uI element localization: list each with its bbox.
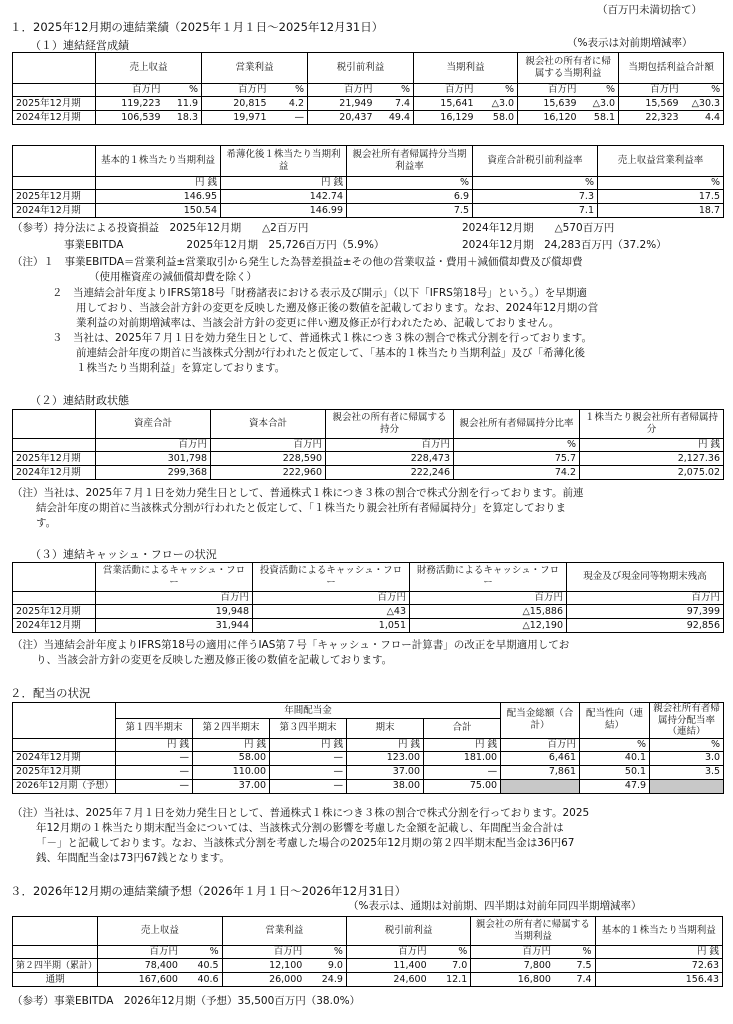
value-cell: 40.1 (580, 751, 650, 765)
value-cell: 19,948 (96, 605, 253, 619)
col-header: 親会社の所有者に帰属する当期利益 (471, 917, 595, 946)
col-header: 資産合計税引前利益率 (473, 146, 598, 177)
unit-cell: 百万円 (346, 946, 429, 959)
unit-cell: 円 銭 (424, 738, 501, 751)
value-cell: 40.6 (181, 973, 222, 987)
corner-cell (13, 53, 96, 84)
value-cell: 16,129 (414, 111, 477, 125)
section1-sub3: （３）連結キャッシュ・フローの状況 (30, 548, 217, 561)
unit-cell: 百万円 (501, 738, 580, 751)
value-cell: 146.95 (96, 190, 221, 204)
value-cell: 20,815 (202, 97, 270, 111)
col-header: 売上収益 (96, 53, 202, 84)
note-line: １株当たり当期利益」を算定しております。 (76, 362, 286, 374)
col-header: 希薄化後１株当たり当期利益 (221, 146, 347, 177)
unit-cell: 百万円 (414, 84, 477, 97)
table-row (13, 111, 724, 125)
unit-cell: 百万円 (98, 946, 181, 959)
value-cell: 156.43 (595, 973, 722, 987)
row-label: 2024年12月期 (13, 111, 96, 125)
value-cell: △3.0 (580, 97, 619, 111)
unit-cell: 円 銭 (221, 177, 347, 190)
unit-cell: 円 銭 (595, 946, 722, 959)
reference-ebitda-prev: 2024年12月期 24,283百万円（37.2%） (462, 239, 667, 251)
col-header: 親会社の所有者に帰属する持分 (326, 410, 454, 439)
col-header: 税引前利益 (308, 53, 414, 84)
table-row (13, 751, 724, 765)
value-cell: 7,800 (471, 959, 554, 973)
col-header: 合計 (424, 719, 501, 738)
col-header: 当期利益 (414, 53, 518, 84)
row-label: 2024年12月期 (13, 751, 116, 765)
value-cell: 7.3 (473, 190, 598, 204)
table-row (13, 97, 724, 111)
value-cell: 222,960 (211, 466, 326, 480)
col-header: 現金及び現金同等物期末残高 (567, 563, 724, 592)
value-cell: 58.1 (580, 111, 619, 125)
row-label: 第２四半期（累計） (13, 959, 98, 973)
value-cell: 1,051 (253, 619, 410, 633)
value-cell: 19,971 (202, 111, 270, 125)
note-line: 業利益の対前期増減率は、当該会計方針の変更に伴い遡及修正が行われたため、記載しておりません。 (76, 317, 560, 329)
value-cell: 49.4 (376, 111, 414, 125)
value-cell: 228,590 (211, 452, 326, 466)
unit-cell: 百万円 (253, 592, 410, 605)
value-cell: 20,437 (308, 111, 376, 125)
unit-cell: 円 銭 (347, 738, 424, 751)
value-cell: 17.5 (598, 190, 724, 204)
value-cell: 119,223 (96, 97, 164, 111)
value-cell: 4.4 (682, 111, 724, 125)
note-line: （注）１ 事業EBITDA＝営業利益±営業取引から発生した為替差損益±その他の営業収益・費用＋減価償却費及び償却費 (12, 256, 583, 268)
unit-cell: % (164, 84, 202, 97)
value-cell: 12,100 (222, 959, 305, 973)
unit-cell: 円 銭 (193, 738, 270, 751)
unit-cell: % (430, 946, 471, 959)
value-cell: 92,856 (567, 619, 724, 633)
unit-cell: 百万円 (471, 946, 554, 959)
corner-cell (13, 410, 96, 439)
corner-cell (13, 703, 116, 739)
col-header: 配当性向（連結） (580, 703, 650, 739)
value-cell: 7.4 (554, 973, 595, 987)
table-row (13, 466, 724, 480)
unit-cell: 百万円 (96, 592, 253, 605)
unit-label-cell (13, 946, 98, 959)
value-cell: △43 (253, 605, 410, 619)
unit-cell: 百万円 (96, 84, 164, 97)
value-cell: 7.4 (376, 97, 414, 111)
forecast-table (12, 916, 723, 987)
value-cell: △12,190 (410, 619, 567, 633)
value-cell: — (116, 779, 193, 793)
unit-cell: 百万円 (96, 439, 211, 452)
value-cell: 40.5 (181, 959, 222, 973)
value-cell: 38.00 (347, 779, 424, 793)
unit-cell: 円 銭 (116, 738, 193, 751)
unit-cell: 百万円 (410, 592, 567, 605)
value-cell: 24.9 (305, 973, 346, 987)
value-cell: 222,246 (326, 466, 454, 480)
row-label: 2025年12月期 (13, 605, 96, 619)
value-cell: 26,000 (222, 973, 305, 987)
unit-cell: % (270, 84, 308, 97)
note-line: 年12月期の１株当たり期末配当金については、当該株式分割の影響を考慮した金額を記載し、年間配当金合計は (36, 822, 564, 834)
table-row (13, 619, 724, 633)
value-cell: 12.1 (430, 973, 471, 987)
unit-cell: 円 銭 (270, 738, 347, 751)
value-cell: 16,800 (471, 973, 554, 987)
unit-cell: % (181, 946, 222, 959)
table-row (13, 765, 724, 779)
value-cell: 106,539 (96, 111, 164, 125)
table-row (13, 973, 723, 987)
value-cell: 21,949 (308, 97, 376, 111)
note-line: 用しており、当該会計方針の変更を反映した遡及修正後の数値を記載しております。なお、2024年12月期の営 (76, 302, 599, 314)
value-cell: 7.5 (554, 959, 595, 973)
corner-cell (13, 563, 96, 592)
value-cell: 7.5 (347, 204, 473, 218)
note-line: 「－」と記載しております。なお、当該株式分割を考慮した場合の2025年12月期の第２四半期末配当金は36円67 (36, 837, 575, 849)
value-cell: 31,944 (96, 619, 253, 633)
col-header: 税引前利益 (346, 917, 470, 946)
col-header: 親会社の所有者に帰属する当期利益 (518, 53, 619, 84)
per-share-table (12, 145, 724, 218)
col-header: 親会社所有者帰属持分比率 (454, 410, 580, 439)
col-header: 営業活動によるキャッシュ・フロー (96, 563, 253, 592)
section2-title: ２．配当の状況 (10, 686, 91, 700)
value-cell: 75.00 (424, 779, 501, 793)
table-row (13, 959, 723, 973)
note-line: 結会計年度の期首に当該株式分割が行われたと仮定して、「１株当たり親会社所有者帰属持分」を算定しておりま (36, 502, 567, 514)
value-cell: 74.2 (454, 466, 580, 480)
forecast-reference: （参考）事業EBITDA 2026年12月期（予想）35,500百万円（38.0%） (12, 995, 361, 1007)
value-cell: — (116, 751, 193, 765)
section3-title: ３．2026年12月期の連結業績予想（2026年１月１日～2026年12月31日） (10, 884, 407, 898)
value-cell: 75.7 (454, 452, 580, 466)
unit-cell: 百万円 (518, 84, 580, 97)
unit-cell: % (347, 177, 473, 190)
unit-cell: 円 銭 (580, 439, 724, 452)
value-cell: — (270, 111, 308, 125)
table-row (13, 779, 724, 793)
col-header: 営業利益 (202, 53, 308, 84)
unit-cell: % (598, 177, 724, 190)
unit-label-cell (13, 439, 96, 452)
value-cell: 7.1 (473, 204, 598, 218)
group-header: 年間配当金 (116, 703, 501, 719)
value-cell: 47.9 (580, 779, 650, 793)
col-header: 基本的１株当たり当期利益 (96, 146, 221, 177)
value-cell: 4.2 (270, 97, 308, 111)
col-header: 当期包括利益合計額 (619, 53, 724, 84)
unit-label-cell (13, 592, 96, 605)
col-header: 第３四半期末 (270, 719, 347, 738)
unit-cell: % (580, 84, 619, 97)
unit-cell: 百万円 (567, 592, 724, 605)
col-header: 売上収益営業利益率 (598, 146, 724, 177)
reference-ebitda: 事業EBITDA 2025年12月期 25,726百万円（5.9%） (64, 239, 385, 251)
value-cell: △30.3 (682, 97, 724, 111)
unit-label-cell (13, 738, 116, 751)
unit-cell: % (650, 738, 724, 751)
value-cell: 146.99 (221, 204, 347, 218)
value-cell: 9.0 (305, 959, 346, 973)
value-cell: 7,861 (501, 765, 580, 779)
value-cell: 7.0 (430, 959, 471, 973)
value-cell: 15,641 (414, 97, 477, 111)
col-header: 投資活動によるキャッシュ・フロー (253, 563, 410, 592)
unit-cell: % (580, 738, 650, 751)
table-row (13, 605, 724, 619)
value-cell: 299,368 (96, 466, 211, 480)
value-cell: 18.7 (598, 204, 724, 218)
value-cell: — (270, 751, 347, 765)
value-cell: 181.00 (424, 751, 501, 765)
value-cell: 58.00 (193, 751, 270, 765)
value-cell: — (270, 779, 347, 793)
col-header: 資産合計 (96, 410, 211, 439)
note-line: （注）当社は、2025年７月１日を効力発生日として、普通株式１株につき３株の割合で株式分割を行っております。2025 (12, 807, 590, 819)
note-line: す。 (36, 517, 57, 529)
row-label: 2025年12月期 (13, 452, 96, 466)
unit-cell: 百万円 (308, 84, 376, 97)
col-header: １株当たり親会社所有者帰属持分 (580, 410, 724, 439)
value-cell: 78,400 (98, 959, 181, 973)
unit-note: （百万円未満切捨て） (597, 4, 702, 16)
unit-cell: % (682, 84, 724, 97)
unit-cell: % (554, 946, 595, 959)
col-header: 配当金総額（合計） (501, 703, 580, 739)
row-label: 2026年12月期（予想） (13, 779, 116, 793)
value-cell: 50.1 (580, 765, 650, 779)
unit-cell: 百万円 (211, 439, 326, 452)
dividends-table (12, 702, 724, 794)
value-cell: 15,569 (619, 97, 682, 111)
value-cell: 6,461 (501, 751, 580, 765)
col-header: 基本的１株当たり当期利益 (595, 917, 722, 946)
value-cell: 15,639 (518, 97, 580, 111)
value-cell: 167,600 (98, 973, 181, 987)
section1-sub1: （１）連結経営成績 (30, 39, 129, 52)
note-line: （注）当社は、2025年７月１日を効力発生日として、普通株式１株につき３株の割合で株式分割を行っております。前連 (12, 487, 584, 499)
value-cell: 123.00 (347, 751, 424, 765)
value-cell: 228,473 (326, 452, 454, 466)
section1-sub2: （２）連結財政状態 (30, 394, 129, 407)
value-cell: 58.0 (477, 111, 518, 125)
col-header: 親会社所有者帰属持分配当率（連結） (650, 703, 724, 739)
unit-cell: 百万円 (202, 84, 270, 97)
forecast-pct-note: （%表示は、通期は対前期、四半期は対前年同四半期増減率） (348, 900, 642, 912)
row-label: 通期 (13, 973, 98, 987)
reference-equity-method: （参考）持分法による投資損益 2025年12月期 △2百万円 (12, 222, 309, 234)
col-header: 営業利益 (222, 917, 346, 946)
cash-flow-table (12, 562, 724, 633)
row-label: 2025年12月期 (13, 97, 96, 111)
unit-cell: % (376, 84, 414, 97)
note-line: ３ 当社は、2025年７月１日を効力発生日として、普通株式１株につき３株の割合で株式分割を行っております。 (52, 332, 592, 344)
table-row (13, 204, 724, 218)
value-cell: 37.00 (347, 765, 424, 779)
note-line: ２ 当連結会計年度よりIFRS第18号「財務諸表における表示及び開示」（以下「IFRS第18号」という。）を早期適 (52, 287, 587, 299)
value-cell: 11.9 (164, 97, 202, 111)
note-line: 前連結会計年度の期首に当該株式分割が行われたと仮定して、「基本的１株当たり当期利益」及び「希薄化後 (76, 347, 586, 359)
row-label: 2024年12月期 (13, 466, 96, 480)
operating-results-table (12, 52, 724, 125)
value-cell: — (116, 765, 193, 779)
financial-position-table (12, 409, 724, 480)
note-line: （使用権資産の減価償却費を除く） (89, 271, 257, 283)
value-cell: — (424, 765, 501, 779)
shaded-cell (650, 779, 724, 793)
value-cell: 97,399 (567, 605, 724, 619)
col-header: 売上収益 (98, 917, 222, 946)
value-cell: 16,120 (518, 111, 580, 125)
value-cell: 18.3 (164, 111, 202, 125)
pct-note: （%表示は対前期増減率） (567, 37, 693, 49)
note-line: り、当該会計方針の変更を反映した遡及修正後の数値を記載しております。 (36, 654, 393, 666)
reference-equity-method-prev: 2024年12月期 △570百万円 (462, 222, 615, 234)
col-header: 資本合計 (211, 410, 326, 439)
unit-cell: % (477, 84, 518, 97)
unit-cell: 百万円 (222, 946, 305, 959)
table-row (13, 452, 724, 466)
value-cell: 24,600 (346, 973, 429, 987)
value-cell: △3.0 (477, 97, 518, 111)
corner-cell (13, 146, 96, 177)
value-cell: 3.5 (650, 765, 724, 779)
col-header: 第２四半期末 (193, 719, 270, 738)
unit-cell: 百万円 (326, 439, 454, 452)
value-cell: △15,886 (410, 605, 567, 619)
table-row (13, 190, 724, 204)
unit-cell: % (305, 946, 346, 959)
col-header: 第１四半期末 (116, 719, 193, 738)
col-header: 親会社所有者帰属持分当期利益率 (347, 146, 473, 177)
unit-cell: % (454, 439, 580, 452)
value-cell: 150.54 (96, 204, 221, 218)
value-cell: 110.00 (193, 765, 270, 779)
value-cell: 72.63 (595, 959, 722, 973)
value-cell: 301,798 (96, 452, 211, 466)
value-cell: 2,127.36 (580, 452, 724, 466)
corner-cell (13, 917, 98, 946)
value-cell: 37.00 (193, 779, 270, 793)
unit-cell: % (473, 177, 598, 190)
col-header: 財務活動によるキャッシュ・フロー (410, 563, 567, 592)
note-line: （注）当連結会計年度よりIFRS第18号の適用に伴うIAS第７号「キャッシュ・フロー計算書」の改正を早期適用してお (12, 639, 570, 651)
value-cell: 2,075.02 (580, 466, 724, 480)
unit-cell: 百万円 (619, 84, 682, 97)
row-label: 2024年12月期 (13, 204, 96, 218)
value-cell: 6.9 (347, 190, 473, 204)
value-cell: 142.74 (221, 190, 347, 204)
value-cell: 11,400 (346, 959, 429, 973)
row-label: 2025年12月期 (13, 765, 116, 779)
value-cell: — (270, 765, 347, 779)
unit-label-cell (13, 84, 96, 97)
col-header: 期末 (347, 719, 424, 738)
value-cell: 3.0 (650, 751, 724, 765)
section1-title: １．2025年12月期の連結業績（2025年１月１日～2025年12月31日） (10, 20, 384, 34)
unit-cell: 円 銭 (96, 177, 221, 190)
value-cell: 22,323 (619, 111, 682, 125)
note-line: 銭、年間配当金は73円67銭となります。 (36, 852, 230, 864)
row-label: 2025年12月期 (13, 190, 96, 204)
unit-label-cell (13, 177, 96, 190)
shaded-cell (501, 779, 580, 793)
row-label: 2024年12月期 (13, 619, 96, 633)
